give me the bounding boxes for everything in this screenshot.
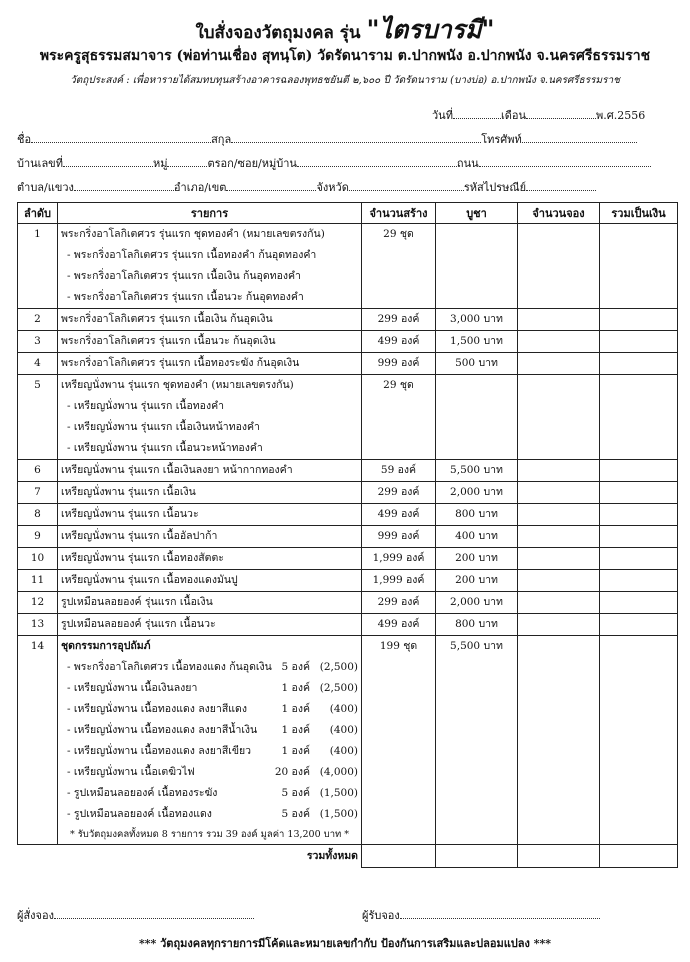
row-reserve-cell[interactable]: [518, 460, 600, 482]
row-item: [58, 460, 362, 482]
row-item: [58, 375, 362, 460]
province-field[interactable]: [349, 179, 464, 191]
row-qty: 299 องค์: [362, 309, 436, 331]
set-sub-count: 1 องค์: [281, 724, 310, 736]
table-row: [18, 224, 678, 309]
moo-field[interactable]: [167, 155, 207, 167]
row-reserve-cell[interactable]: [518, 224, 600, 309]
set-sub-item: [61, 762, 358, 783]
table-row: [18, 504, 678, 526]
row-reserve-cell[interactable]: [518, 375, 600, 460]
district-line: [17, 178, 596, 196]
row-total-cell[interactable]: [600, 548, 678, 570]
set-sub-values: [282, 678, 358, 699]
name-line: [17, 130, 637, 148]
row-number: 6: [18, 460, 58, 482]
purpose-line: วัตถุประสงค์ : เพื่อหารายได้สมทบทุนสร้างอาคารฉลองพุทธชยันตี ๒,๖๐๐ ปี วัดรัดนาราม (บางบ่อ) อ.ปากพนัง จ.นครศรีธรรมราช: [70, 75, 620, 86]
set-sub-item: [61, 741, 358, 762]
col-qty: จำนวนสร้าง: [362, 203, 436, 224]
item-name: เหรียญนั่งพาน รุ่นแรก เนื้อเงิน: [61, 486, 196, 498]
col-reserve: จำนวนจอง: [518, 203, 600, 224]
surname-label: สกุล: [211, 133, 232, 146]
postcode-field[interactable]: [526, 179, 596, 191]
row-reserve-cell[interactable]: [518, 504, 600, 526]
set-sub-label: - เหรียญนั่งพาน เนื้อทองแดง ลงยาสีแดง: [67, 703, 247, 715]
total-cell[interactable]: [436, 845, 518, 868]
set-sub-values: [282, 804, 358, 825]
orderer-line: [17, 906, 254, 924]
item-name: พระกริ่งอาโลกิเตศวร รุ่นแรก เนื้อทองระฆัง ก้นอุดเงิน: [61, 357, 300, 369]
row-price: 1,500 บาท: [436, 331, 518, 353]
set-sub-count: 5 องค์: [281, 661, 310, 673]
set-sub-value: (2,500): [319, 682, 358, 694]
orderer-label: ผู้สั่งจอง: [17, 909, 54, 922]
row-total-cell[interactable]: [600, 504, 678, 526]
set-sub-count: 5 องค์: [281, 808, 310, 820]
name-label: ชื่อ: [17, 133, 32, 146]
row-number: 14: [18, 636, 58, 845]
row-number: 2: [18, 309, 58, 331]
warning-text: *** วัตถุมงคลทุกรายการมีโค้ดและหมายเลขกำกับ ป้องกันการเสริมและปลอมแปลง ***: [139, 937, 551, 950]
item-name: พระกริ่งอาโลกิเตศวร รุ่นแรก เนื้อนวะ ก้นอุดเงิน: [61, 335, 276, 347]
moo-label: หมู่: [152, 157, 168, 170]
row-reserve-cell[interactable]: [518, 614, 600, 636]
row-total-cell[interactable]: [600, 460, 678, 482]
set-sub-item: [61, 657, 358, 678]
row-total-cell[interactable]: [600, 331, 678, 353]
total-cell[interactable]: [362, 845, 436, 868]
row-item: [58, 614, 362, 636]
table-row: [18, 614, 678, 636]
phone-field[interactable]: [522, 131, 637, 143]
set-sub-item: [61, 804, 358, 825]
row-item: [58, 353, 362, 375]
road-label: ถนน: [456, 157, 479, 170]
set-sub-item: [61, 783, 358, 804]
item-name: เหรียญนั่งพาน รุ่นแรก เนื้อเงินลงยา หน้ากากทองคำ: [61, 464, 293, 476]
table-header: [18, 203, 678, 224]
set-sub-values: [282, 741, 358, 762]
item-name: รูปเหมือนลอยองค์ รุ่นแรก เนื้อเงิน: [61, 596, 213, 608]
set-sub-count: 5 องค์: [281, 787, 310, 799]
sub-item: - เหรียญนั่งพาน รุ่นแรก เนื้อเงินหน้าทองคำ: [67, 421, 260, 433]
row-number: 1: [18, 224, 58, 309]
soi-field[interactable]: [297, 155, 457, 167]
row-total-cell[interactable]: [600, 353, 678, 375]
house-field[interactable]: [63, 155, 153, 167]
row-item: [58, 592, 362, 614]
row-item: [58, 570, 362, 592]
row-item: [58, 309, 362, 331]
row-qty: 29 ชุด: [362, 375, 436, 460]
set-sub-label: - เหรียญนั่งพาน เนื้อเงินลงยา: [67, 682, 198, 694]
table-row-set: [18, 636, 678, 845]
total-label: รวมทั้งหมด: [18, 845, 362, 868]
item-name: พระกริ่งอาโลกิเตศวร รุ่นแรก เนื้อเงิน ก้นอุดเงิน: [61, 313, 273, 325]
row-item: [58, 224, 362, 309]
col-item: รายการ: [58, 203, 362, 224]
row-qty: 999 องค์: [362, 353, 436, 375]
row-number: 13: [18, 614, 58, 636]
postcode-label: รหัสไปรษณีย์: [463, 181, 527, 194]
set-sub-item: [61, 720, 358, 741]
row-reserve-cell[interactable]: [518, 592, 600, 614]
set-sub-value: (4,000): [319, 766, 358, 778]
set-sub-value: (2,500): [319, 661, 358, 673]
sub-item: - พระกริ่งอาโลกิเตศวร รุ่นแรก เนื้อนวะ ก้นอุดทองคำ: [67, 291, 304, 303]
surname-field[interactable]: [231, 131, 481, 143]
temple-subtitle: พระครูสุธรรมสมาจาร (พ่อท่านเชื่อง สุทนฺโต) วัดรัดนาราม ต.ปากพนัง อ.ปากพนัง จ.นครศรีธรรมราช: [39, 48, 651, 64]
row-qty: 1,999 องค์: [362, 548, 436, 570]
table-row: [18, 460, 678, 482]
date-field[interactable]: [453, 107, 501, 119]
row-price: 200 บาท: [436, 548, 518, 570]
row-price: 2,000 บาท: [436, 592, 518, 614]
set-sub-item: [61, 699, 358, 720]
set-sub-count: 1 องค์: [281, 703, 310, 715]
row-total-cell[interactable]: [600, 309, 678, 331]
house-label: บ้านเลขที่: [17, 157, 63, 170]
receiver-field[interactable]: [400, 907, 600, 919]
set-note: * รับวัตถุมงคลทั้งหมด 8 รายการ รวม 39 องค์ มูลค่า 13,200 บาท *: [69, 829, 350, 840]
table-row: [18, 570, 678, 592]
phone-label: โทรศัพท์: [481, 133, 522, 146]
orderer-field[interactable]: [54, 907, 254, 919]
table-row: [18, 592, 678, 614]
table-total-row: [18, 845, 678, 868]
row-qty: 499 องค์: [362, 331, 436, 353]
row-reserve-cell[interactable]: [518, 526, 600, 548]
row-price: 200 บาท: [436, 570, 518, 592]
row-reserve-cell[interactable]: [518, 331, 600, 353]
soi-label: ตรอก/ซอย/หมู่บ้าน: [207, 157, 297, 170]
set-sub-value: (1,500): [319, 808, 358, 820]
row-price: 5,500 บาท: [436, 636, 518, 845]
date-label: วันที่: [432, 109, 453, 122]
sub-item: - เหรียญนั่งพาน รุ่นแรก เนื้อทองคำ: [67, 400, 225, 412]
row-total-cell[interactable]: [600, 224, 678, 309]
table-row: [18, 375, 678, 460]
item-name: เหรียญนั่งพาน รุ่นแรก เนื้อนวะ: [61, 508, 199, 520]
item-name: ชุดกรรมการอุปถัมภ์: [61, 640, 151, 652]
set-sub-count: 20 องค์: [274, 766, 310, 778]
receiver-label: ผู้รับจอง: [362, 909, 400, 922]
row-price: 500 บาท: [436, 353, 518, 375]
set-sub-value: (400): [329, 724, 358, 736]
item-name: เหรียญนั่งพาน รุ่นแรก เนื้อทองสัตตะ: [61, 552, 224, 564]
item-name: เหรียญนั่งพาน รุ่นแรก ชุดทองคำ (หมายเลขตรงกัน): [61, 379, 294, 391]
row-number: 5: [18, 375, 58, 460]
row-item: [58, 636, 362, 845]
set-sub-count: 1 องค์: [281, 745, 310, 757]
row-qty: 29 ชุด: [362, 224, 436, 309]
tambon-label: ตำบล/แขวง: [17, 181, 74, 194]
row-total-cell[interactable]: [600, 570, 678, 592]
item-name: เหรียญนั่งพาน รุ่นแรก เนื้ออัลปาก้า: [61, 530, 218, 542]
sub-item: - พระกริ่งอาโลกิเตศวร รุ่นแรก เนื้อทองคำ ก้นอุดทองคำ: [67, 249, 317, 261]
set-sub-label: - พระกริ่งอาโลกิเตศวร เนื้อทองแดง ก้นอุดเงิน: [67, 661, 272, 673]
amphoe-label: อำเภอ/เขต: [173, 181, 227, 194]
row-total-cell[interactable]: [600, 526, 678, 548]
row-qty: 59 องค์: [362, 460, 436, 482]
set-sub-label: - รูปเหมือนลอยองค์ เนื้อทองระฆัง: [67, 787, 218, 799]
set-sub-value: (400): [329, 703, 358, 715]
row-price: 800 บาท: [436, 504, 518, 526]
row-price: 3,000 บาท: [436, 309, 518, 331]
row-total-cell[interactable]: [600, 636, 678, 845]
road-field[interactable]: [479, 155, 651, 167]
sub-item: - เหรียญนั่งพาน รุ่นแรก เนื้อนวะหน้าทองคำ: [67, 442, 263, 454]
name-field[interactable]: [31, 131, 211, 143]
set-sub-values: [282, 699, 358, 720]
set-sub-label: - เหรียญนั่งพาน เนื้อทองแดง ลงยาสีเขียว: [67, 745, 252, 757]
row-reserve-cell[interactable]: [518, 636, 600, 845]
row-item: [58, 331, 362, 353]
table-row: [18, 482, 678, 504]
row-total-cell[interactable]: [600, 482, 678, 504]
row-item: [58, 482, 362, 504]
row-total-cell[interactable]: [600, 614, 678, 636]
row-total-cell[interactable]: [600, 592, 678, 614]
row-item: [58, 526, 362, 548]
row-price: [436, 375, 518, 460]
month-field[interactable]: [526, 107, 596, 119]
table-row: [18, 353, 678, 375]
item-name: รูปเหมือนลอยองค์ รุ่นแรก เนื้อนวะ: [61, 618, 216, 630]
row-qty: 299 องค์: [362, 592, 436, 614]
year-label: พ.ศ.2556: [595, 109, 646, 122]
row-qty: 499 องค์: [362, 504, 436, 526]
row-qty: 199 ชุด: [362, 636, 436, 845]
title-prefix: ใบสั่งจองวัตถุมงคล รุ่น: [195, 23, 361, 43]
tambon-field[interactable]: [74, 179, 174, 191]
row-price: 5,500 บาท: [436, 460, 518, 482]
row-price: 2,000 บาท: [436, 482, 518, 504]
set-sub-values: [282, 783, 358, 804]
row-number: 10: [18, 548, 58, 570]
date-line: [432, 106, 645, 124]
row-reserve-cell[interactable]: [518, 570, 600, 592]
total-cell[interactable]: [600, 845, 678, 868]
set-sub-values: [282, 657, 358, 678]
col-no: ลำดับ: [18, 203, 58, 224]
row-item: [58, 548, 362, 570]
row-reserve-cell[interactable]: [518, 482, 600, 504]
table-row: [18, 548, 678, 570]
item-name: พระกริ่งอาโลกิเตศวร รุ่นแรก ชุดทองคำ (หมายเลขตรงกัน): [61, 228, 325, 240]
row-price: 400 บาท: [436, 526, 518, 548]
row-qty: 999 องค์: [362, 526, 436, 548]
set-sub-values: [282, 720, 358, 741]
row-price: [436, 224, 518, 309]
set-sub-item: [61, 678, 358, 699]
row-number: 3: [18, 331, 58, 353]
address-line: [17, 154, 651, 172]
row-qty: 1,999 องค์: [362, 570, 436, 592]
set-sub-count: 1 องค์: [281, 682, 310, 694]
row-number: 4: [18, 353, 58, 375]
month-label: เดือน: [500, 109, 526, 122]
table-row: [18, 526, 678, 548]
row-number: 9: [18, 526, 58, 548]
row-reserve-cell[interactable]: [518, 353, 600, 375]
table-row: [18, 331, 678, 353]
sub-item: - พระกริ่งอาโลกิเตศวร รุ่นแรก เนื้อเงิน ก้นอุดทองคำ: [67, 270, 301, 282]
set-sub-values: [275, 762, 358, 783]
receiver-line: [362, 906, 600, 924]
row-price: 800 บาท: [436, 614, 518, 636]
set-sub-label: - รูปเหมือนลอยองค์ เนื้อทองแดง: [67, 808, 212, 820]
province-label: จังหวัด: [316, 181, 349, 194]
col-price: บูชา: [436, 203, 518, 224]
row-reserve-cell[interactable]: [518, 309, 600, 331]
row-number: 8: [18, 504, 58, 526]
row-reserve-cell[interactable]: [518, 548, 600, 570]
set-sub-label: - เหรียญนั่งพาน เนื้อทองแดง ลงยาสีน้ำเงิน: [67, 724, 258, 736]
set-sub-value: (1,500): [319, 787, 358, 799]
table-row: [18, 309, 678, 331]
row-number: 7: [18, 482, 58, 504]
row-total-cell[interactable]: [600, 375, 678, 460]
row-item: [58, 504, 362, 526]
row-qty: 299 องค์: [362, 482, 436, 504]
row-number: 11: [18, 570, 58, 592]
set-sub-value: (400): [329, 745, 358, 757]
order-table: [17, 202, 678, 868]
amphoe-field[interactable]: [226, 179, 316, 191]
form-title: [0, 10, 690, 50]
row-number: 12: [18, 592, 58, 614]
set-sub-label: - เหรียญนั่งพาน เนื้อเตฆิวไฟ: [67, 766, 195, 778]
col-total: รวมเป็นเงิน: [600, 203, 678, 224]
row-qty: 499 องค์: [362, 614, 436, 636]
total-cell[interactable]: [518, 845, 600, 868]
title-name: "ไตรบารมี": [366, 15, 495, 44]
item-name: เหรียญนั่งพาน รุ่นแรก เนื้อทองแดงมันปู: [61, 574, 238, 586]
